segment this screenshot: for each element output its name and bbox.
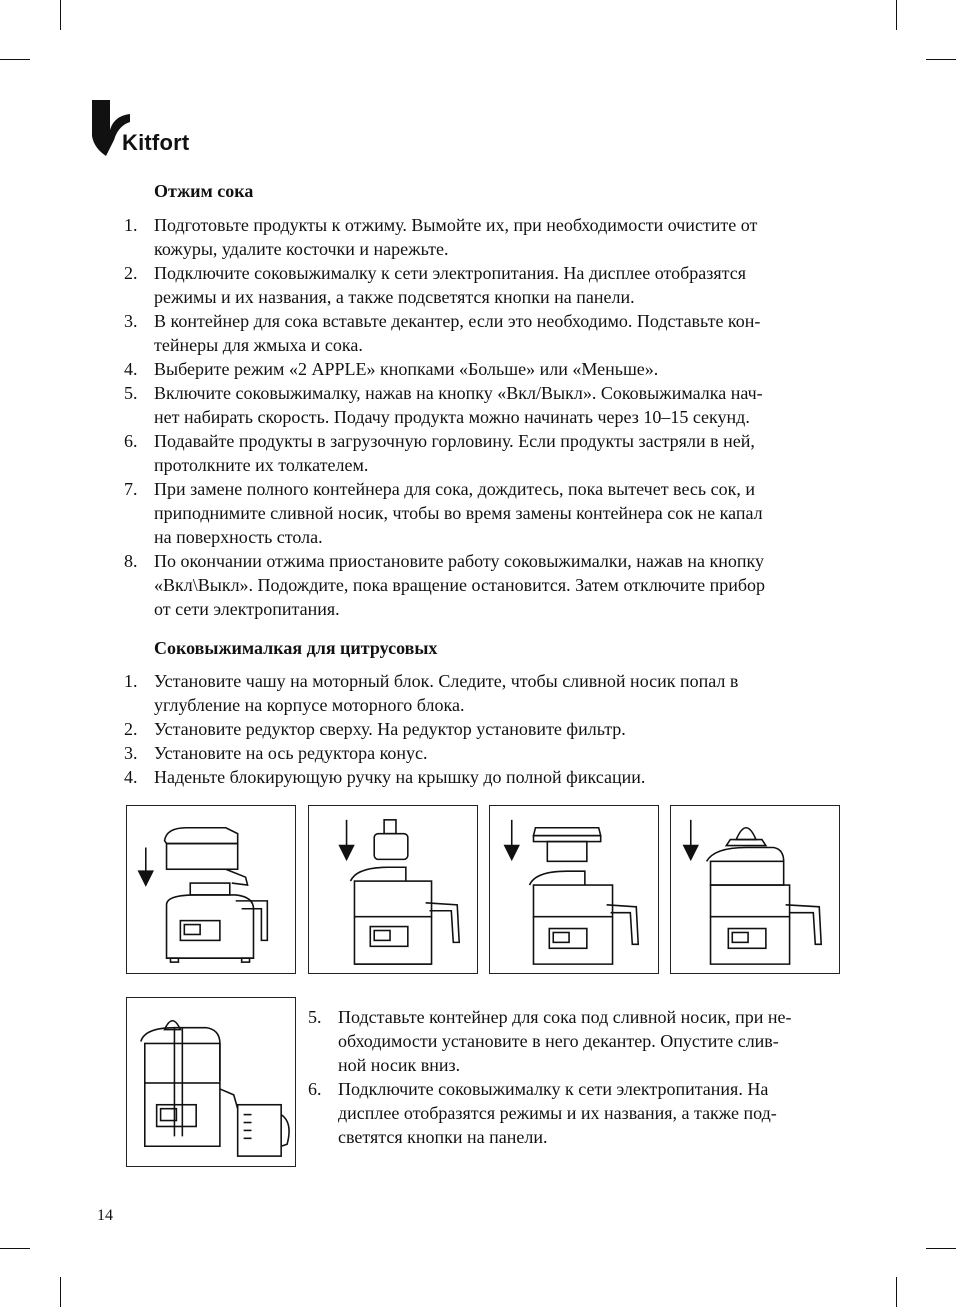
step-line: светятся кнопки на панели. — [338, 1127, 548, 1147]
juicer-step-reducer-icon — [309, 806, 477, 973]
step-line: от сети электропитания. — [154, 599, 340, 619]
step-line: на поверхность стола. — [154, 527, 323, 547]
step-line: Подставьте контейнер для сока под сливной носик, при не- — [338, 1007, 792, 1027]
step-line: Наденьте блокирующую ручку на крышку до полной фиксации. — [154, 767, 646, 787]
list-item — [0, 1005, 956, 1077]
step-number: 4. — [124, 767, 138, 787]
step-number: 7. — [124, 479, 138, 499]
list-item — [0, 669, 956, 717]
juicer-step-cone-icon — [671, 806, 839, 973]
step-line: приподнимите сливной носик, чтобы во время замены контейнера сок не капал — [154, 503, 763, 523]
list-item — [0, 357, 956, 381]
step-line: режимы и их названия, а также подсветятся кнопки на панели. — [154, 287, 635, 307]
crop-mark — [60, 1277, 61, 1307]
step-line: Подключите соковыжималку к сети электропитания. На дисплее отобразятся — [154, 263, 746, 283]
crop-mark — [896, 1277, 897, 1307]
step-line: углубление на корпусе моторного блока. — [154, 695, 465, 715]
list-item — [0, 261, 956, 309]
step-number: 4. — [124, 359, 138, 379]
step-line: В контейнер для сока вставьте декантер, если это необходимо. Подставьте кон- — [154, 311, 761, 331]
list-item — [0, 213, 956, 261]
juicer-step-bowl-icon — [127, 806, 295, 973]
step-number: 2. — [124, 719, 138, 739]
step-line: Выберите режим «2 APPLE» кнопками «Больше» или «Меньше». — [154, 359, 659, 379]
step-line: Установите на ось редуктора конус. — [154, 743, 428, 763]
step-line: дисплее отобразятся режимы и их названия, а также под- — [338, 1103, 777, 1123]
crop-mark — [60, 0, 61, 30]
step-line: протолкните их толкателем. — [154, 455, 369, 475]
crop-mark — [926, 1248, 956, 1249]
crop-mark — [0, 1248, 30, 1249]
figure-step-4 — [670, 805, 840, 974]
brand-name: Kitfort — [122, 130, 190, 155]
step-number: 3. — [124, 743, 138, 763]
list-item — [0, 381, 956, 429]
crop-mark — [0, 59, 30, 60]
step-number: 2. — [124, 263, 138, 283]
step-number: 1. — [124, 671, 138, 691]
step-line: Подключите соковыжималку к сети электропитания. На — [338, 1079, 769, 1099]
section-title-juicing: Отжим сока — [154, 181, 254, 201]
step-line: кожуры, удалите косточки и нарежьте. — [154, 239, 449, 259]
step-number: 3. — [124, 311, 138, 331]
step-number: 6. — [124, 431, 138, 451]
step-line: ной носик вниз. — [338, 1055, 461, 1075]
step-line: Включите соковыжималку, нажав на кнопку «Вкл/Выкл». Соковыжималка нач- — [154, 383, 763, 403]
step-line: Подготовьте продукты к отжиму. Вымойте их, при необходимости очистите от — [154, 215, 758, 235]
page-number: 14 — [97, 1207, 113, 1224]
step-line: Подавайте продукты в загрузочную горловину. Если продукты застряли в ней, — [154, 431, 755, 451]
step-number: 6. — [308, 1079, 322, 1099]
juicer-step-filter-icon — [490, 806, 658, 973]
step-line: обходимости установите в него декантер. Опустите слив- — [338, 1031, 779, 1051]
step-line: При замене полного контейнера для сока, дождитесь, пока вытечет весь сок, и — [154, 479, 755, 499]
step-line: По окончании отжима приостановите работу соковыжималки, нажав на кнопку — [154, 551, 764, 571]
list-item — [0, 765, 956, 789]
step-number: 1. — [124, 215, 138, 235]
crop-mark — [926, 59, 956, 60]
list-item — [0, 309, 956, 357]
step-line: Установите чашу на моторный блок. Следите, чтобы сливной носик попал в — [154, 671, 739, 691]
step-line: тейнеры для жмыха и сока. — [154, 335, 363, 355]
list-item — [0, 741, 956, 765]
juicing-steps — [0, 213, 956, 621]
figure-step-1 — [126, 805, 296, 974]
step-line: «Вкл\Выкл». Подождите, пока вращение остановится. Затем отключите прибор — [154, 575, 766, 595]
list-item — [0, 429, 956, 477]
list-item — [0, 549, 956, 621]
step-number: 5. — [308, 1007, 322, 1027]
figure-step-2 — [308, 805, 478, 974]
figure-step-3 — [489, 805, 659, 974]
citrus-steps — [0, 669, 956, 789]
step-number: 5. — [124, 383, 138, 403]
list-item — [0, 477, 956, 549]
list-item — [0, 717, 956, 741]
section-title-citrus: Соковыжималкая для цитрусовых — [154, 638, 438, 658]
step-line: Установите редуктор сверху. На редуктор установите фильтр. — [154, 719, 626, 739]
list-item — [0, 1077, 956, 1149]
step-line: нет набирать скорость. Подачу продукта можно начинать через 10–15 секунд. — [154, 407, 750, 427]
step-number: 8. — [124, 551, 138, 571]
crop-mark — [896, 0, 897, 30]
citrus-steps-continued — [0, 1005, 956, 1149]
